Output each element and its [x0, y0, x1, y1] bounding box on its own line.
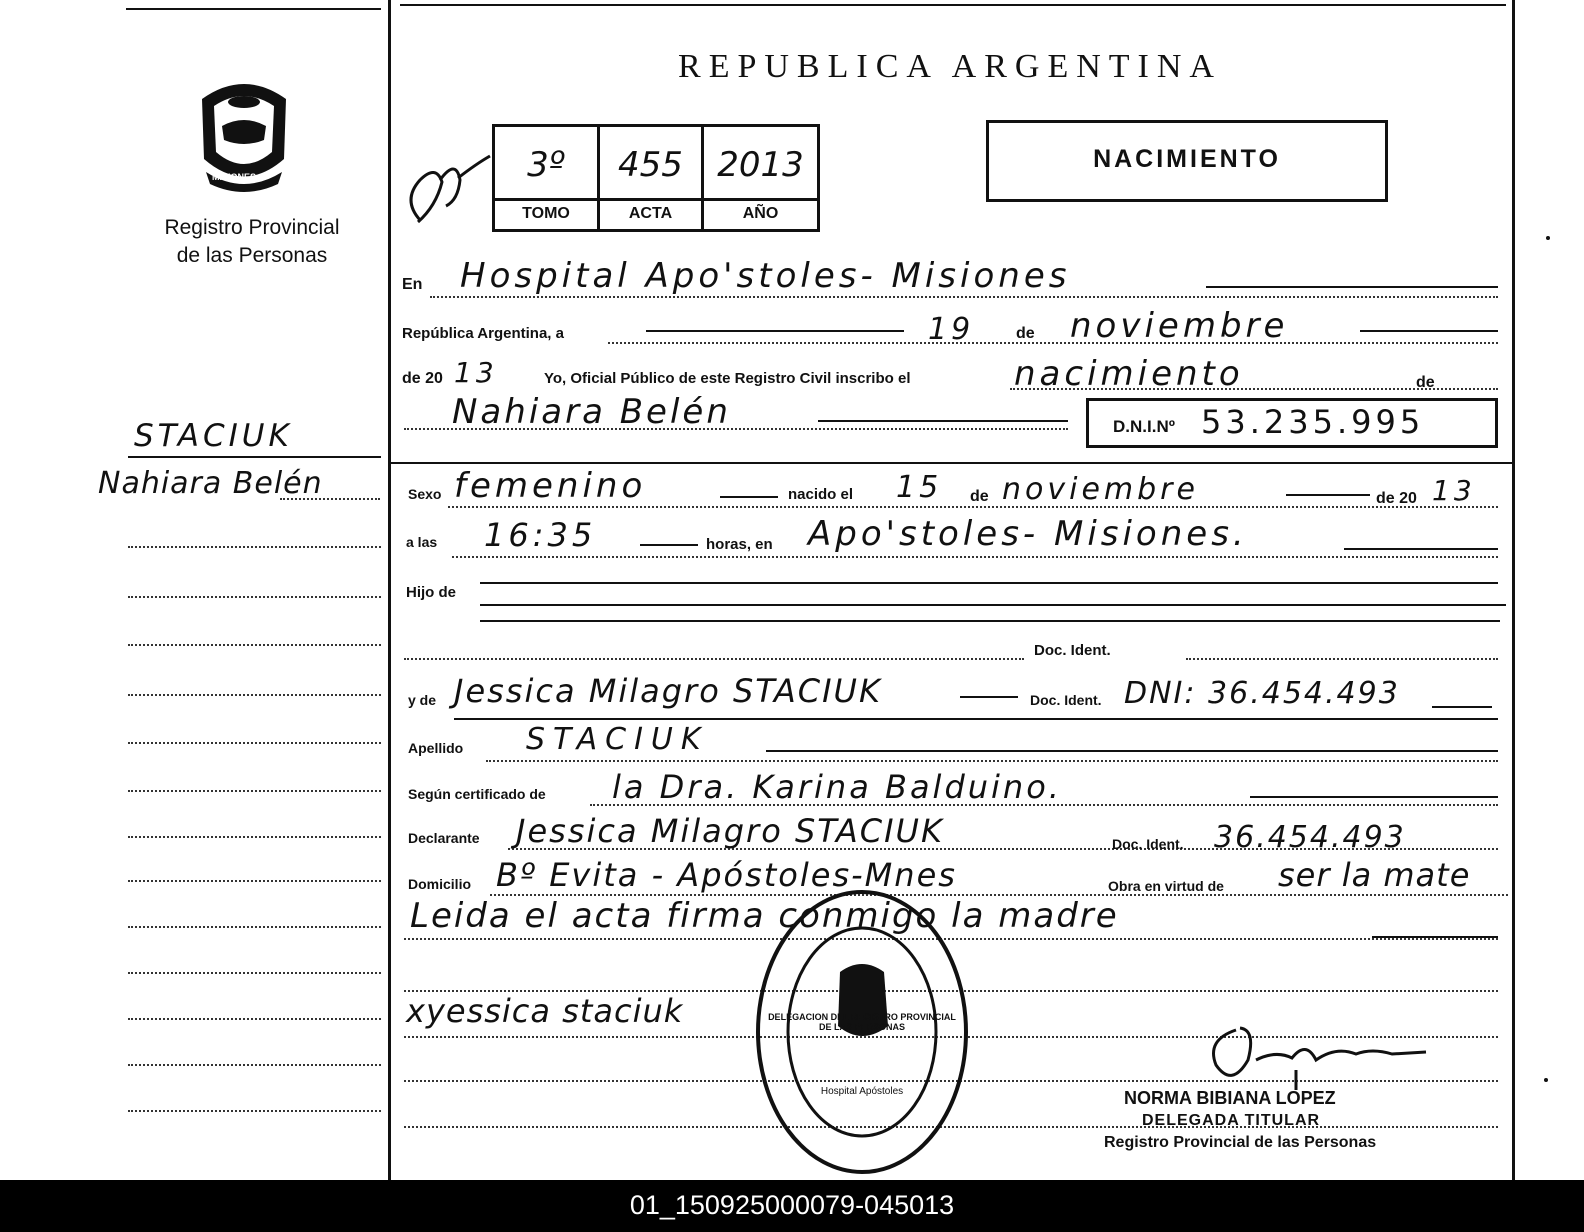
dni-box — [1086, 398, 1498, 448]
declarante-value: Jessica Milagro STACIUK — [516, 812, 944, 850]
fill-line — [486, 760, 1498, 762]
day-value: 19 — [928, 312, 975, 347]
official-signature — [1196, 1010, 1436, 1095]
margin-given-names: Nahiara Belén — [98, 466, 323, 501]
inscribo-value: nacimiento — [1014, 354, 1244, 394]
year-prefix: de 20 — [402, 370, 443, 387]
dni-label: D.N.I.Nº — [1113, 417, 1175, 436]
dash-line — [720, 496, 778, 498]
declarante-dni: 36.454.493 — [1214, 820, 1406, 855]
initials-signature-icon — [400, 150, 492, 230]
official-title: DELEGADA TITULAR — [1142, 1112, 1321, 1129]
dash-line — [640, 544, 698, 546]
apellido-value: STACIUK — [526, 722, 709, 757]
acta-cell — [600, 127, 704, 229]
dash-line — [1286, 494, 1370, 496]
acta-label: ACTA — [600, 198, 701, 229]
month-value: noviembre — [1070, 306, 1289, 346]
mother-signature: xyessica staciuk — [406, 992, 684, 1030]
province-seal — [192, 74, 296, 194]
file-code: 01_150925000079-045013 — [629, 1190, 955, 1220]
act-type-label: NACIMIENTO — [1093, 145, 1281, 173]
fill-line — [448, 506, 1498, 508]
dash-line — [1372, 936, 1498, 938]
oficial-text: Yo, Oficial Público de este Registro Civil inscribo el — [544, 370, 911, 387]
alas-label: a las — [406, 534, 438, 550]
birth-year-prefix: de 20 — [1376, 490, 1417, 507]
birth-day: 15 — [896, 470, 943, 505]
mother-value: Jessica Milagro STACIUK — [454, 672, 882, 710]
margin-line — [128, 880, 381, 882]
dash-line — [818, 420, 1068, 422]
birth-month: noviembre — [1002, 472, 1199, 507]
top-rule-left — [126, 8, 381, 10]
margin-line — [128, 742, 381, 744]
margin-line — [128, 694, 381, 696]
de-label-2: de — [1416, 374, 1435, 391]
sexo-value: femenino — [454, 466, 647, 506]
dash-line — [766, 750, 1498, 752]
anio-value: 2013 — [717, 145, 804, 185]
initials-scribble — [400, 150, 492, 235]
frame-left-border — [388, 0, 391, 1180]
hijo-strike — [480, 604, 1506, 606]
docident-label-2: Doc. Ident. — [1030, 692, 1102, 708]
dash-line — [1250, 796, 1498, 798]
sexo-label: Sexo — [408, 486, 442, 502]
margin-line — [128, 596, 381, 598]
yde-label: y de — [408, 692, 437, 708]
anio-label: AÑO — [704, 198, 817, 229]
tomo-label: TOMO — [495, 198, 597, 229]
official-office: Registro Provincial de las Personas — [1104, 1134, 1377, 1151]
nacido-label: nacido el — [788, 486, 854, 503]
margin-line — [280, 498, 380, 500]
year-suffix: 13 — [454, 356, 498, 389]
frame-right-border — [1512, 0, 1515, 1180]
leida-value: Leida el acta firma conmigo la madre — [410, 896, 1119, 936]
margin-line — [128, 790, 381, 792]
speck — [1546, 236, 1550, 240]
margin-line — [128, 1018, 381, 1020]
dni-value: 53.235.995 — [1201, 403, 1425, 441]
dash-line — [1344, 548, 1498, 550]
signature-icon — [1196, 1010, 1436, 1090]
margin-surname-rule — [128, 456, 381, 458]
place-value: Apo'stoles- Misiones. — [808, 514, 1248, 554]
apellido-label: Apellido — [408, 740, 464, 756]
stamp-ring-text: DELEGACION DEL REGISTRO PROVINCIAL DE LAS PERSONAS — [768, 1012, 956, 1032]
margin-line — [128, 836, 381, 838]
official-name: NORMA BIBIANA LOPEZ — [1124, 1088, 1336, 1108]
domicilio-label: Domicilio — [408, 876, 472, 892]
office-name — [130, 214, 374, 270]
tomo-value: 3º — [527, 145, 565, 185]
margin-line — [128, 644, 381, 646]
fill-line — [452, 556, 1498, 558]
country-title: REPUBLICA ARGENTINA — [678, 48, 1222, 85]
seal-ribbon-text: MISIONES — [212, 172, 257, 182]
act-type-box — [986, 120, 1388, 202]
margin-line — [128, 546, 381, 548]
declarante-label: Declarante — [408, 830, 480, 846]
top-rule-right — [400, 4, 1506, 6]
signature-text — [1256, 1038, 1287, 1049]
mother-dni: DNI: 36.454.493 — [1124, 676, 1400, 711]
dash-line — [1206, 286, 1498, 288]
speck — [1544, 1078, 1548, 1082]
tomo-cell — [495, 127, 600, 229]
segun-label: Según certificado de — [408, 786, 546, 802]
register-box — [492, 124, 820, 232]
name-value: Nahiara Belén — [452, 392, 731, 432]
anio-cell — [704, 127, 817, 229]
hijo-strike — [480, 582, 1498, 584]
mother-underline — [454, 718, 1498, 720]
docident-label-1: Doc. Ident. — [1034, 642, 1111, 659]
office-name-line2: de las Personas — [176, 244, 328, 267]
acta-value: 455 — [618, 145, 683, 185]
official-stamp — [752, 886, 972, 1178]
obra-value: ser la mate — [1278, 856, 1471, 894]
stamp-icon — [752, 886, 972, 1178]
margin-line — [128, 1064, 381, 1066]
hour-value: 16:35 — [484, 516, 597, 554]
domicilio-value: Bº Evita - Apóstoles-Mnes — [496, 856, 957, 894]
de-label-3: de — [970, 488, 989, 505]
fill-line — [430, 296, 1498, 298]
dash-line — [1432, 706, 1492, 708]
section-rule — [390, 462, 1512, 464]
file-code-bar — [0, 1180, 1584, 1232]
birth-year-suffix: 13 — [1432, 474, 1476, 507]
docident-label-3: Doc. Ident. — [1112, 836, 1184, 852]
obra-label: Obra en virtud de — [1108, 878, 1224, 894]
republica-label: República Argentina, a — [402, 325, 564, 342]
dash-line — [960, 696, 1018, 698]
margin-line — [128, 1110, 381, 1112]
fill-line — [404, 658, 1024, 660]
dash-line — [1360, 330, 1498, 332]
margin-line — [128, 972, 381, 974]
hijo-strike — [480, 620, 1500, 622]
en-value: Hospital Apo'stoles- Misiones — [460, 256, 1071, 296]
margin-surname: STACIUK — [134, 418, 293, 454]
hijo-label: Hijo de — [406, 584, 457, 601]
en-label: En — [402, 276, 423, 293]
fill-line — [1186, 658, 1498, 660]
margin-line — [128, 926, 381, 928]
dash-line — [646, 330, 904, 332]
office-name-line1: Registro Provincial — [164, 216, 340, 239]
segun-value: la Dra. Karina Balduino. — [612, 768, 1062, 806]
fill-line — [608, 342, 1498, 344]
de-label: de — [1016, 325, 1035, 342]
stamp-inner-text: Hospital Apóstoles — [820, 1086, 904, 1097]
horas-label: horas, en — [706, 536, 773, 553]
